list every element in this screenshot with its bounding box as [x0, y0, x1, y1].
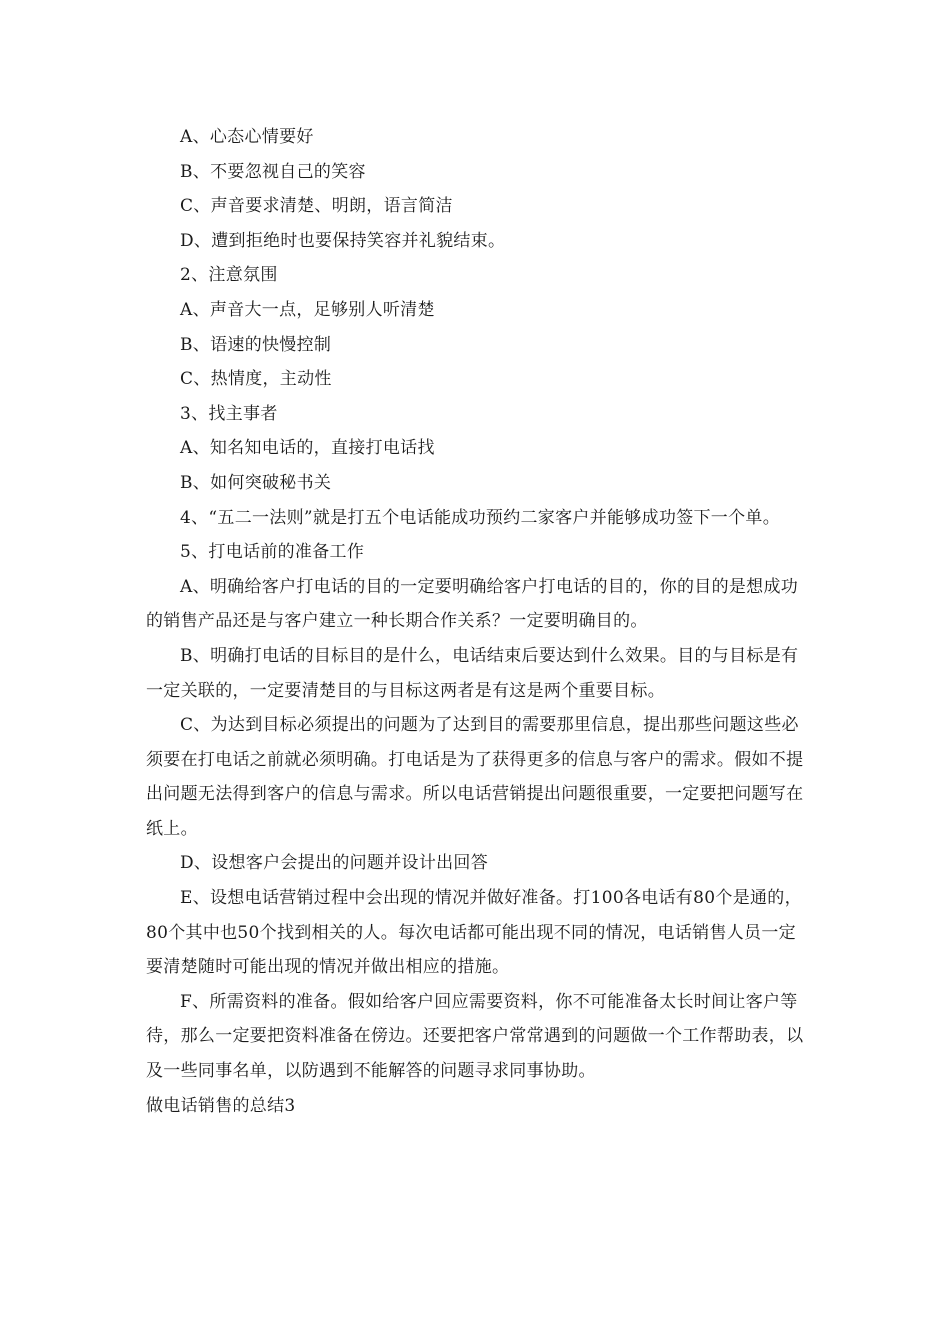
paragraph: A、知名知电话的，直接打电话找 [180, 438, 435, 459]
paragraph: B、语速的快慢控制 [180, 334, 332, 355]
paragraph: A、声音大一点，足够别人听清楚 [180, 299, 435, 320]
paragraph: A、明确给客户打电话的目的一定要明确给客户打电话的目的，你的目的是想成功的销售产品还是与客户建立一种长期合作关系？一定要明确目的。 [146, 576, 799, 632]
paragraph: C、声音要求清楚、明朗，语言简洁 [180, 196, 453, 217]
section-heading: 做电话销售的总结3 [146, 1095, 296, 1116]
paragraph: 4、“五二一法则”就是打五个电话能成功预约二家客户并能够成功签下一个单。 [180, 507, 780, 528]
paragraph: E、设想电话营销过程中会出现的情况并做好准备。打100各电话有80个是通的，80个其中也50个找到相关的人。每次电话都可能出现不同的情况，电话销售人员一定要清楚随时可能出现的情况并做出相应的措施。 [146, 888, 802, 978]
paragraph: F、所需资料的准备。假如给客户回应需要资料，你不可能准备太长时间让客户等待，那么一定要把资料准备在傍边。还要把客户常常遇到的问题做一个工作帮助表，以及一些同事名单，以防遇到不能解答的问题寻求同事协助。 [146, 991, 804, 1082]
paragraph: B、不要忽视自己的笑容 [180, 161, 366, 182]
paragraph: 2、注意氛围 [180, 265, 278, 286]
document-body [146, 120, 806, 1123]
paragraph: D、遭到拒绝时也要保持笑容并礼貌结束。 [180, 230, 506, 251]
paragraph: D、设想客户会提出的问题并设计出回答 [180, 853, 489, 874]
paragraph: B、如何突破秘书关 [180, 472, 332, 493]
paragraph: 5、打电话前的准备工作 [180, 542, 365, 563]
paragraph: B、明确打电话的目标目的是什么，电话结束后要达到什么效果。目的与目标是有一定关联的，一定要清楚目的与目标这两者是有这是两个重要目标。 [146, 645, 799, 701]
paragraph: C、热情度，主动性 [180, 369, 332, 390]
paragraph: 3、找主事者 [180, 403, 278, 424]
paragraph: C、为达到目标必须提出的问题为了达到目的需要那里信息，提出那些问题这些必须要在打电话之前就必须明确。打电话是为了获得更多的信息与客户的需求。假如不提出问题无法得到客户的信息与需求。所以电话营销提出问题很重要，一定要把问题写在纸上。 [146, 715, 804, 839]
paragraph: A、心态心情要好 [180, 127, 314, 147]
